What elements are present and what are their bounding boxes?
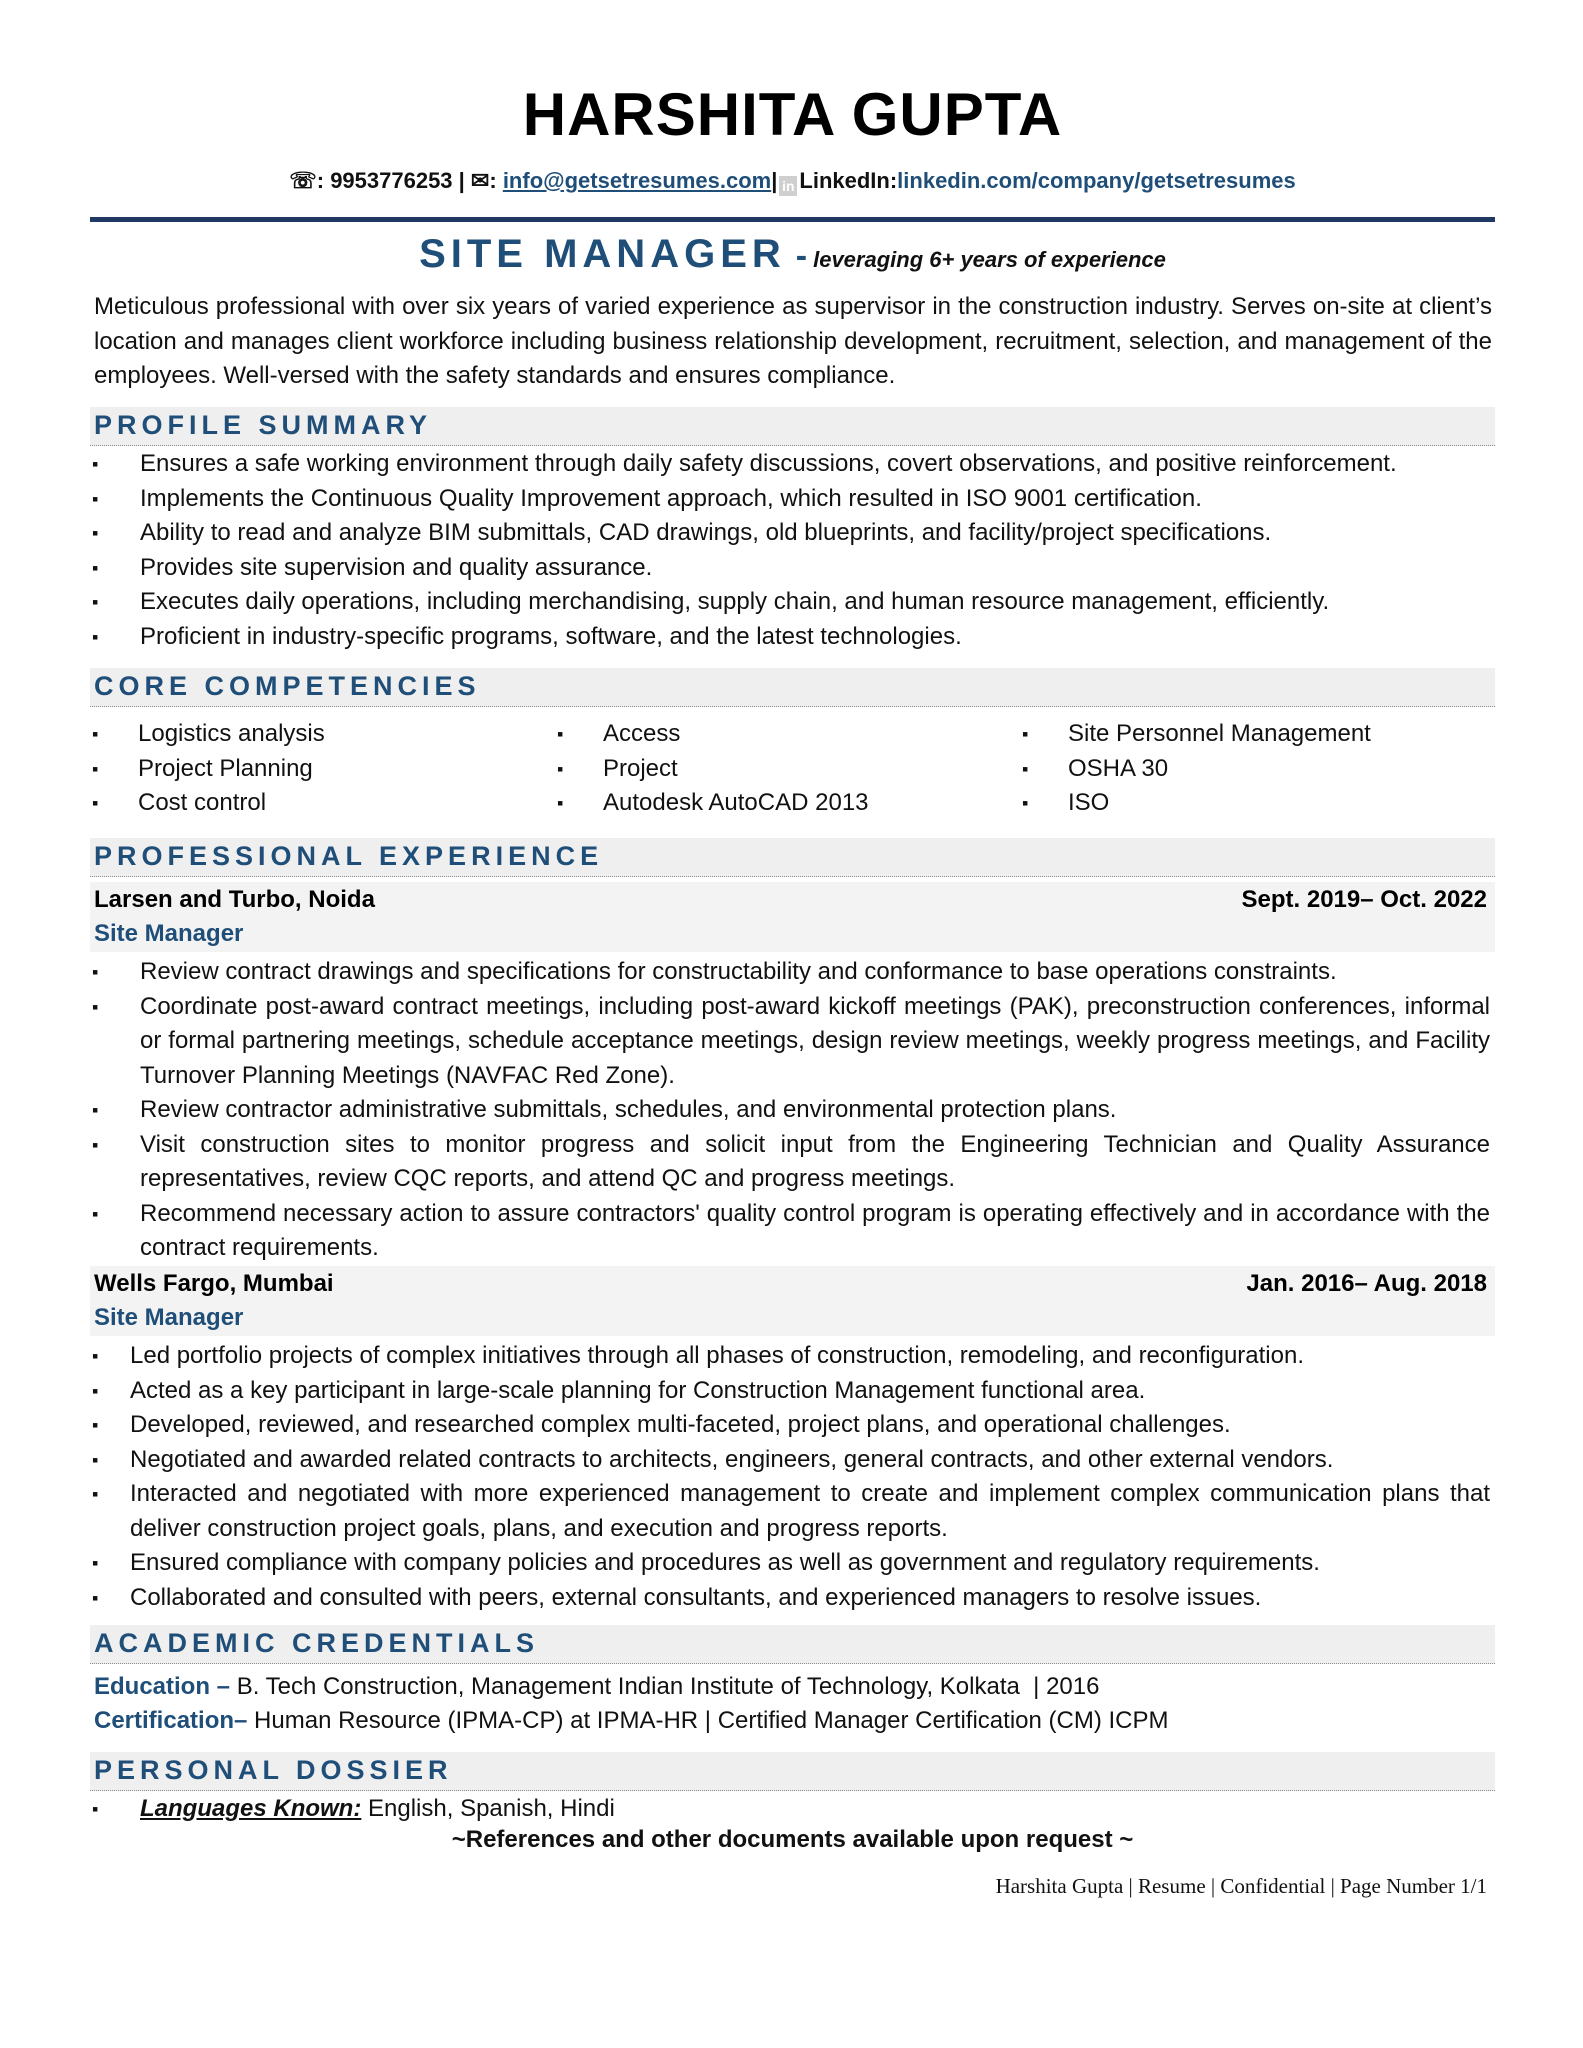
section-professional-experience	[90, 838, 1495, 877]
job-title: SITE MANAGER	[419, 232, 786, 276]
certification-label: Certification–	[94, 1707, 248, 1734]
list-item: ▪ Ensured compliance with company policies and procedures as well as government and regulatory requirements.	[90, 1546, 1490, 1581]
list-item: ▪ Ensures a safe working environment through daily safety discussions, covert observations, and positive reinforcement.	[90, 447, 1490, 482]
list-item: ▪ Interacted and negotiated with more experienced management to create and implement complex communication plans that deliver construction project goals, plans, and execution and progress reports.	[90, 1477, 1490, 1546]
competency-item: ▪ Project Planning	[90, 752, 550, 787]
education-detail: B. Tech Construction, Management Indian Institute of Technology, Kolkata | 2016	[230, 1673, 1100, 1700]
linkedin-link[interactable]: linkedin.com/company/getsetresumes	[897, 168, 1296, 193]
list-item: ▪ Led portfolio projects of complex initiatives through all phases of construction, remodeling, and reconfiguration.	[90, 1339, 1490, 1374]
list-item: ▪ Coordinate post-award contract meetings, including post-award kickoff meetings (PAK), preconstruction conferences, informal or formal partnering meetings, schedule acceptance meetings, design review meetings, weekly progress meetings, and Facility Turnover Planning Meetings (NAVFAC Red Zone).	[90, 990, 1490, 1094]
header-divider	[90, 217, 1495, 222]
competency-item: ▪ Autodesk AutoCAD 2013	[555, 786, 1015, 821]
competency-column	[555, 717, 1015, 821]
section-core-competencies	[90, 668, 1495, 707]
references-note: ~References and other documents available upon request ~	[451, 1826, 1134, 1853]
page-footer: Harshita Gupta | Resume | Confidential | Page Number 1/1	[995, 1874, 1487, 1898]
list-item: ▪ Review contract drawings and specifications for constructability and conformance to base operations constraints.	[90, 955, 1490, 990]
list-item: ▪ Developed, reviewed, and researched complex multi-faceted, project plans, and operational challenges.	[90, 1408, 1490, 1443]
languages-label: Languages Known:	[140, 1795, 362, 1822]
job-header	[90, 1266, 1495, 1336]
job-dates: Sept. 2019– Oct. 2022	[1241, 886, 1487, 913]
contact-separator: |	[771, 168, 778, 193]
certification-detail: Human Resource (IPMA-CP) at IPMA-HR | Certified Manager Certification (CM) ICPM	[247, 1707, 1169, 1734]
section-heading: PROFESSIONAL EXPERIENCE	[94, 841, 604, 871]
competency-item: ▪ Site Personnel Management	[1020, 717, 1480, 752]
list-item: ▪ Recommend necessary action to assure contractors' quality control program is operating effectively and in accordance with the contract requirements.	[90, 1197, 1490, 1266]
competency-column	[90, 717, 550, 821]
list-item: ▪ Visit construction sites to monitor progress and solicit input from the Engineering Technician and Quality Assurance representatives, review CQC reports, and attend QC and progress meetings.	[90, 1128, 1490, 1197]
section-heading: ACADEMIC CREDENTIALS	[94, 1628, 540, 1658]
linkedin-icon: in	[779, 176, 797, 196]
contact-line	[90, 168, 1495, 196]
job-header	[90, 882, 1495, 952]
competency-item: ▪ Project	[555, 752, 1015, 787]
list-item: ▪ Implements the Continuous Quality Improvement approach, which resulted in ISO 9001 certification.	[90, 482, 1490, 517]
competency-item: ▪ Logistics analysis	[90, 717, 550, 752]
section-profile-summary	[90, 407, 1495, 446]
headline-tagline: leveraging 6+ years of experience	[813, 247, 1166, 272]
job-bullets	[90, 955, 1490, 1266]
education-label: Education –	[94, 1673, 231, 1700]
dossier-list	[90, 1792, 1490, 1827]
job-company: Larsen and Turbo, Noida	[94, 886, 375, 913]
section-heading: PROFILE SUMMARY	[94, 410, 432, 440]
job-dates: Jan. 2016– Aug. 2018	[1246, 1270, 1487, 1297]
list-item	[90, 1792, 1490, 1827]
linkedin-label: LinkedIn:	[799, 168, 898, 193]
list-item: ▪ Negotiated and awarded related contracts to architects, engineers, general contracts, and other external vendors.	[90, 1443, 1490, 1478]
email-prefix: :	[489, 168, 503, 193]
email-icon: ✉	[470, 168, 490, 193]
languages-value: English, Spanish, Hindi	[361, 1795, 615, 1822]
section-personal-dossier	[90, 1752, 1495, 1791]
list-item: ▪ Executes daily operations, including merchandising, supply chain, and human resource management, efficiently.	[90, 585, 1490, 620]
list-item: ▪ Ability to read and analyze BIM submittals, CAD drawings, old blueprints, and facility/project specifications.	[90, 516, 1490, 551]
list-item: ▪ Acted as a key participant in large-scale planning for Construction Management functional area.	[90, 1374, 1490, 1409]
section-academic-credentials	[90, 1625, 1495, 1664]
candidate-name: HARSHITA GUPTA	[522, 81, 1063, 148]
competency-column	[1020, 717, 1480, 821]
list-item: ▪ Review contractor administrative submittals, schedules, and environmental protection plans.	[90, 1093, 1490, 1128]
list-item: ▪ Collaborated and consulted with peers, external consultants, and experienced managers to resolve issues.	[90, 1581, 1490, 1616]
email-link[interactable]: info@getsetresumes.com	[502, 168, 772, 193]
job-role: Site Manager	[94, 1304, 244, 1331]
phone-icon: ☏	[289, 168, 317, 193]
job-company: Wells Fargo, Mumbai	[94, 1270, 334, 1297]
intro-paragraph: Meticulous professional with over six years of varied experience as supervisor in the construction industry. Serves on-site at client’s location and manages client workforce including business relationship development, recruitment, selection, and management of the employees. Well-versed with the safety standards and ensures compliance.	[94, 293, 1492, 389]
competency-item: ▪ Access	[555, 717, 1015, 752]
phone-number: : 9953776253 |	[316, 168, 471, 193]
education-line	[94, 1670, 1494, 1705]
headline-dash: -	[795, 237, 808, 275]
list-item: ▪ Provides site supervision and quality assurance.	[90, 551, 1490, 586]
competency-item: ▪ ISO	[1020, 786, 1480, 821]
competency-item: ▪ OSHA 30	[1020, 752, 1480, 787]
job-role: Site Manager	[94, 920, 244, 947]
profile-summary-list	[90, 447, 1490, 654]
list-item: ▪ Proficient in industry-specific programs, software, and the latest technologies.	[90, 620, 1490, 655]
headline	[90, 232, 1495, 277]
job-bullets	[90, 1339, 1490, 1615]
section-heading: PERSONAL DOSSIER	[94, 1755, 453, 1785]
section-heading: CORE COMPETENCIES	[94, 671, 481, 701]
certification-line	[94, 1704, 1494, 1739]
competency-item: ▪ Cost control	[90, 786, 550, 821]
